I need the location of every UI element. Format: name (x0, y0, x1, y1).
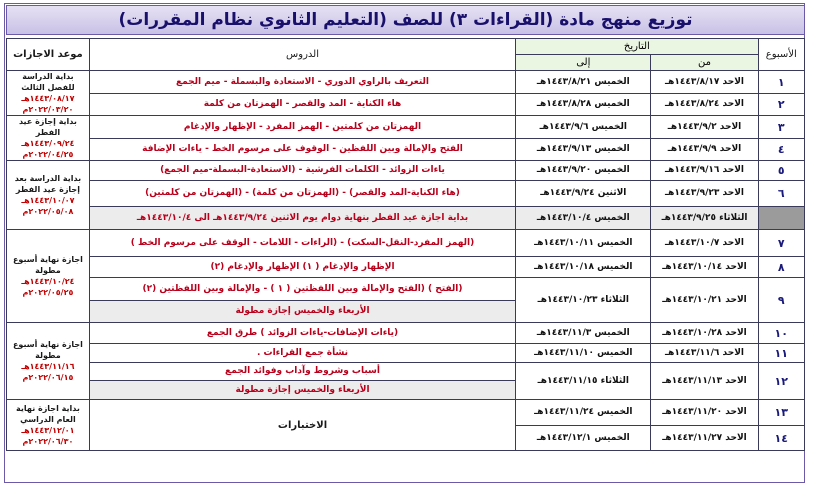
event-greg: ٢٠٢٢/٠٣/٢٠م (22, 105, 74, 114)
week-lesson: الإظهار والإدغام ( ١) الإظهار والإدغام (٢) (89, 257, 515, 278)
event-greg: ٢٠٢٢/٠٦/١٥م (22, 373, 74, 382)
week-leave-note: الأربعاء والخميس إجازة مطولة (89, 301, 515, 323)
eid-break-row (7, 207, 805, 230)
curriculum-table (6, 38, 805, 451)
week-from: الاحد ١٤٤٣/١٠/٢٨هـ (651, 323, 758, 344)
week-number: ١١ (758, 344, 804, 363)
week-number: ١ (758, 71, 804, 94)
event-title: اجازة نهاية أسبوع مطولة (12, 255, 83, 275)
week-to: الخميس ١٤٤٣/٩/١٣هـ (516, 139, 651, 161)
table-row (7, 278, 805, 301)
week-number: ١٣ (758, 400, 804, 426)
week-lesson: (هاء الكناية-المد والقصر) - (الهمزتان من كلمة) - (الهمزتان من كلمتين) (89, 181, 515, 207)
table-row (7, 323, 805, 344)
header-to: إلى (516, 55, 651, 71)
week-lesson: هاء الكناية - المد والقصر - الهمزتان من كلمة (89, 94, 515, 116)
week-leave-note: الأربعاء والخميس إجازة مطولة (89, 381, 515, 400)
week-lesson: نشأة جمع القراءات . (89, 344, 515, 363)
event-greg: ٢٠٢٢/٠٦/٣٠م (22, 437, 74, 446)
event-title: بداية إجازة عيد الفطر (18, 117, 77, 137)
week-number: ١٠ (758, 323, 804, 344)
week-lesson: الهمزتان من كلمتين - الهمز المفرد - الإظهار والإدغام (89, 116, 515, 139)
week-lesson: التعريف بالراوي الدوري - الاستعادة والبسملة - ميم الجمع (89, 71, 515, 94)
event-hijri: ١٤٤٣/٠٩/٢٤هـ (21, 139, 75, 148)
week-from: الاحد ١٤٤٣/١٠/٧هـ (651, 230, 758, 257)
week-to: الخميس ١٤٤٣/٨/٢١هـ (516, 71, 651, 94)
week-number: ٥ (758, 161, 804, 181)
week-number: ٩ (758, 278, 804, 323)
table-row (7, 363, 805, 381)
week-from: الاحد ١٤٤٣/٩/٩هـ (651, 139, 758, 161)
week-to: الخميس ١٤٤٣/١٠/١٨هـ (516, 257, 651, 278)
event-title: اجازة نهاية أسبوع مطولة (12, 340, 83, 360)
week-number: ٧ (758, 230, 804, 257)
week-to: الخميس ١٤٤٣/٨/٢٨هـ (516, 94, 651, 116)
week-number: ٤ (758, 139, 804, 161)
week-number: ٨ (758, 257, 804, 278)
break-week-cell (758, 207, 804, 230)
week-lesson: (الفتح ) (الفتح والإمالة وبين اللفظتين ( ١ ) - والإمالة وبين اللفظتين (٢) (89, 278, 515, 301)
week-to: الثلاثاء ١٤٤٣/١٠/٢٣هـ (516, 278, 651, 323)
week-to: الخميس ١٤٤٣/١١/٢٤هـ (516, 400, 651, 426)
event-title: بداية الدراسة للفصل الثالث (21, 72, 75, 92)
break-from: الثلاثاء ١٤٤٣/٩/٢٥هـ (651, 207, 758, 230)
event-cell (7, 230, 90, 323)
event-greg: ٢٠٢٢/٠٤/٢٥م (22, 150, 74, 159)
header-date: التاريخ (516, 39, 758, 55)
header-lessons: الدروس (89, 39, 515, 71)
week-from: الاحد ١٤٤٣/١٠/١٤هـ (651, 257, 758, 278)
break-notice: بداية اجازة عيد الفطر بنهاية دوام يوم الاثنين ١٤٤٣/٩/٢٤هـ الى ١٤٤٣/١٠/٤هـ (89, 207, 515, 230)
table-row (7, 71, 805, 94)
week-number: ٦ (758, 181, 804, 207)
event-hijri: ١٤٤٣/١٠/٠٧هـ (21, 196, 75, 205)
event-hijri: ١٤٤٣/١١/١٦هـ (21, 362, 75, 371)
break-to: الخميس ١٤٤٣/١٠/٤هـ (516, 207, 651, 230)
week-to: الاثنين ١٤٤٣/٩/٢٤هـ (516, 181, 651, 207)
table-row (7, 344, 805, 363)
week-from: الاحد ١٤٤٣/١٠/٢١هـ (651, 278, 758, 323)
week-from: الاحد ١٤٤٣/٨/١٧هـ (651, 71, 758, 94)
week-number: ٢ (758, 94, 804, 116)
event-hijri: ١٤٤٣/١٢/٠١هـ (21, 426, 75, 435)
header-from: من (651, 55, 758, 71)
week-to: الخميس ١٤٤٣/١١/١٠هـ (516, 344, 651, 363)
table-row (7, 139, 805, 161)
week-lesson: الفتح والإمالة وبين اللفظين - الوقوف على مرسوم الخط - ياءات الإضافة (89, 139, 515, 161)
table-row (7, 94, 805, 116)
week-number: ١٤ (758, 426, 804, 451)
header-week: الأسبوع (758, 39, 804, 71)
event-cell (7, 323, 90, 400)
event-greg: ٢٠٢٢/٠٥/٠٨م (22, 207, 74, 216)
week-lesson: (الهمز المفرد-النقل-السكت) - (الراءات - اللامات - الوقف على مرسوم الخط ) (89, 230, 515, 257)
event-title: بداية اجازة نهاية العام الدراسي (16, 404, 80, 424)
event-cell (7, 71, 90, 116)
week-lesson: ياءات الزوائد - الكلمات الفرشية - (الاستعادة-البسملة-ميم الجمع) (89, 161, 515, 181)
exams-cell: الاختبارات (89, 400, 515, 451)
week-to: الخميس ١٤٤٣/١١/٣هـ (516, 323, 651, 344)
week-from: الاحد ١٤٤٣/١١/٢٠هـ (651, 400, 758, 426)
week-to: الخميس ١٤٤٣/٩/٦هـ (516, 116, 651, 139)
week-from: الاحد ١٤٤٣/١١/١٣هـ (651, 363, 758, 400)
week-number: ١٢ (758, 363, 804, 400)
event-cell (7, 116, 90, 161)
week-number: ٣ (758, 116, 804, 139)
event-hijri: ١٤٤٣/٠٨/١٧هـ (21, 94, 75, 103)
event-title: بداية الدراسة بعد إجازة عيد الفطر (14, 174, 82, 194)
event-greg: ٢٠٢٢/٠٥/٢٥م (22, 288, 74, 297)
table-row (7, 161, 805, 181)
table-row (7, 230, 805, 257)
page-title: توزيع منهج مادة (القراءات ٣) للصف (التعليم الثانوي نظام المقررات) (6, 5, 805, 35)
table-row (7, 257, 805, 278)
week-from: الاحد ١٤٤٣/١١/٦هـ (651, 344, 758, 363)
week-lesson: (ياءات الإضافات-ياءات الزوائد ) طرق الجمع (89, 323, 515, 344)
week-to: الخميس ١٤٤٣/١٢/١هـ (516, 426, 651, 451)
event-cell (7, 400, 90, 451)
table-row (7, 400, 805, 426)
week-to: الخميس ١٤٤٣/١٠/١١هـ (516, 230, 651, 257)
event-cell (7, 161, 90, 230)
week-from: الاحد ١٤٤٣/١١/٢٧هـ (651, 426, 758, 451)
week-to: الثلاثاء ١٤٤٣/١١/١٥هـ (516, 363, 651, 400)
week-from: الاحد ١٤٤٣/٩/١٦هـ (651, 161, 758, 181)
week-from: الاحد ١٤٤٣/٩/٢هـ (651, 116, 758, 139)
week-from: الاحد ١٤٤٣/٨/٢٤هـ (651, 94, 758, 116)
week-from: الاحد ١٤٤٣/٩/٢٣هـ (651, 181, 758, 207)
week-lesson: أسباب وشروط وآداب وفوائد الجمع (89, 363, 515, 381)
event-hijri: ١٤٤٣/١٠/٢٤هـ (21, 277, 75, 286)
table-row (7, 181, 805, 207)
week-to: الخميس ١٤٤٣/٩/٢٠هـ (516, 161, 651, 181)
header-events: موعد الاجازات (7, 39, 90, 71)
table-row (7, 116, 805, 139)
